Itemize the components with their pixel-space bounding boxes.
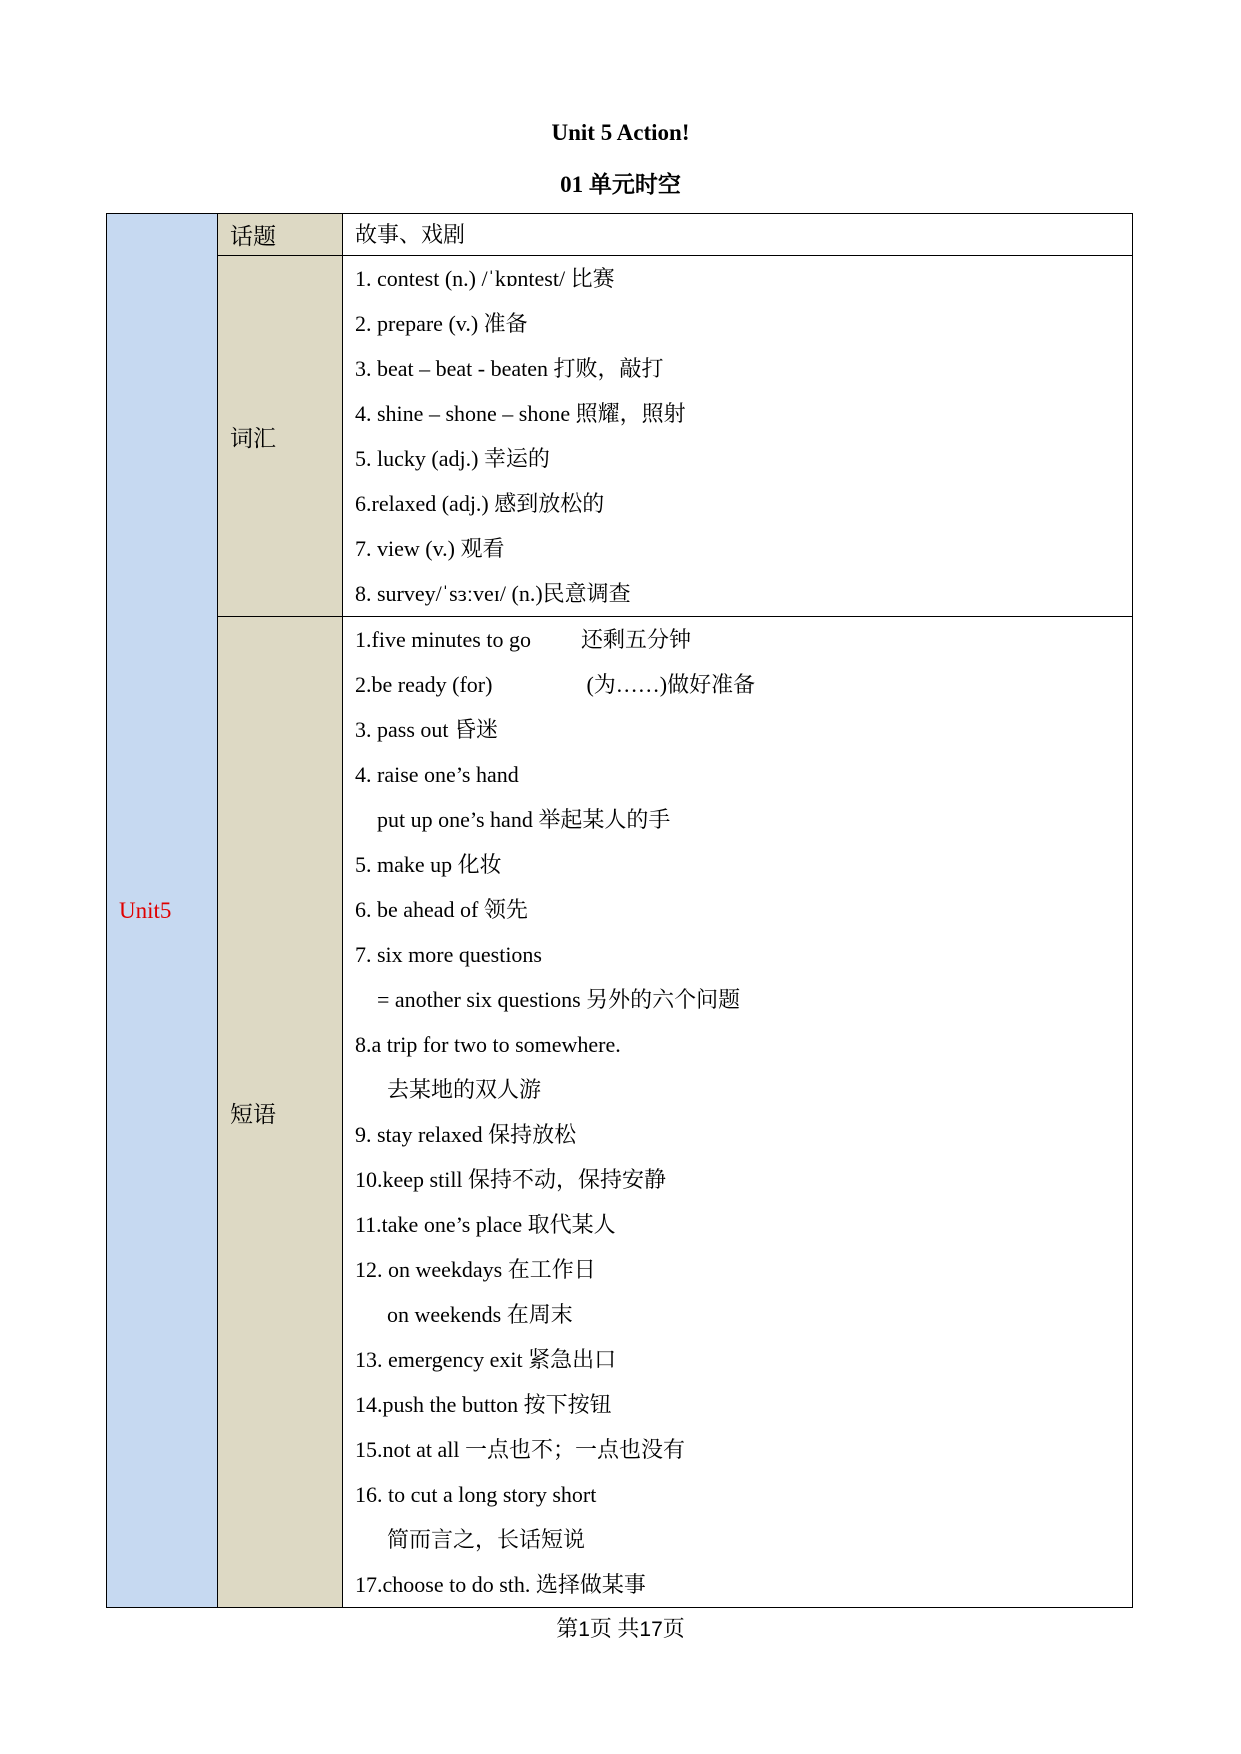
phrases-label-cell (218, 617, 343, 1608)
topic-value: 故事、戏剧 (355, 222, 466, 247)
vocab-label: 词汇 (230, 425, 276, 451)
phrase-item: 17.choose to do sth. 选择做某事 (355, 1572, 646, 1597)
topic-label: 话题 (230, 224, 276, 249)
phrase-item: 9. stay relaxed 保持放松 (355, 1122, 577, 1147)
phrase-english: 1.five minutes to go (355, 627, 531, 652)
phrases-row (107, 617, 1133, 1608)
phrase-item: 14.push the button 按下按钮 (355, 1392, 612, 1417)
unit-summary-table (106, 213, 1133, 1608)
unit-label: Unit5 (119, 897, 172, 923)
phrase-item-continued: = another six questions 另外的六个问题 (377, 987, 741, 1012)
phrase-chinese: 还剩五分钟 (580, 627, 691, 652)
document-title: Unit 5 Action! (551, 120, 690, 145)
phrase-item-continued: put up one’s hand 举起某人的手 (377, 807, 671, 832)
phrase-item: 11.take one’s place 取代某人 (355, 1212, 616, 1237)
total-pages: 17 (639, 1618, 663, 1641)
vocab-item: 6.relaxed (adj.) 感到放松的 (355, 491, 605, 516)
topic-label-cell (218, 214, 343, 256)
phrase-item-continued: on weekends 在周末 (387, 1302, 573, 1327)
vocab-item: 4. shine – shone – shone 照耀，照射 (355, 401, 686, 426)
phrase-chinese: (为……)做好准备 (586, 672, 756, 697)
vocab-content-cell (343, 256, 1133, 617)
phrase-item: 7. six more questions (355, 942, 542, 967)
unit-label-cell (107, 214, 218, 1608)
phrase-item: 5. make up 化妆 (355, 852, 502, 877)
phrase-item-continued: 简而言之，长话短说 (387, 1527, 586, 1552)
vocab-item: 8. survey/ˈsɜːveɪ/ (n.)民意调查 (355, 581, 631, 606)
document-subtitle: 01 单元时空 (560, 172, 681, 197)
vocab-item: 3. beat – beat - beaten 打败，敲打 (355, 356, 664, 381)
footer-middle: 页 共 (589, 1616, 640, 1641)
vocab-item: 7. view (v.) 观看 (355, 536, 505, 561)
phrase-item: 3. pass out 昏迷 (355, 717, 499, 742)
phrase-item: 4. raise one’s hand (355, 762, 519, 787)
topic-row (107, 214, 1133, 256)
phrase-item: 12. on weekdays 在工作日 (355, 1257, 596, 1282)
topic-content-cell (343, 214, 1133, 256)
phrases-label: 短语 (230, 1101, 276, 1127)
phrase-item (355, 662, 1132, 707)
footer-suffix: 页 (662, 1616, 685, 1641)
page-number: 1 (578, 1618, 590, 1641)
phrase-item: 13. emergency exit 紧急出口 (355, 1347, 617, 1372)
phrase-item: 6. be ahead of 领先 (355, 897, 528, 922)
phrase-item (355, 617, 1132, 662)
footer-prefix: 第 (556, 1616, 579, 1641)
phrase-item: 10.keep still 保持不动，保持安静 (355, 1167, 667, 1192)
vocab-item: 1. contest (n.) /ˈkɒntest/ 比赛 (355, 266, 615, 291)
vocab-item: 5. lucky (adj.) 幸运的 (355, 446, 550, 471)
vocab-label-cell (218, 256, 343, 617)
phrase-item: 15.not at all 一点也不；一点也没有 (355, 1437, 685, 1462)
phrase-english: 2.be ready (for) (355, 672, 493, 697)
vocab-row (107, 256, 1133, 617)
phrases-content-cell (343, 617, 1133, 1608)
page-footer (0, 1612, 1241, 1643)
phrase-item: 8.a trip for two to somewhere. (355, 1032, 621, 1057)
phrase-item-continued: 去某地的双人游 (387, 1077, 542, 1102)
phrase-item: 16. to cut a long story short (355, 1482, 597, 1507)
vocab-item: 2. prepare (v.) 准备 (355, 311, 528, 336)
